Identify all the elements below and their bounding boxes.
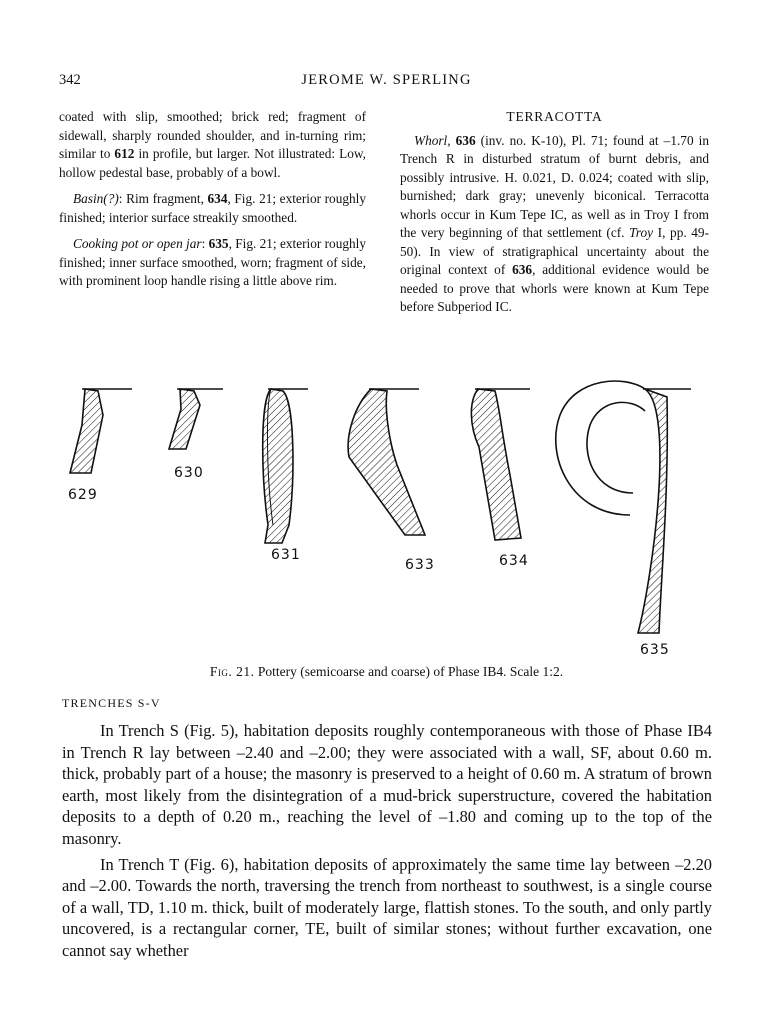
- body-text: [62, 720, 712, 966]
- terracotta-heading: TERRACOTTA: [506, 109, 603, 124]
- figure-label-630: 630: [174, 465, 204, 481]
- profile-633: [348, 389, 425, 535]
- figure-label-635: 635: [640, 642, 670, 658]
- figure-label-634: 634: [499, 553, 529, 569]
- profile-629: [70, 389, 132, 473]
- profile-631: [263, 389, 308, 543]
- left-paragraph-basin: Basin(?): Rim fragment, 634, Fig. 21; exterior roughly finished; interior surface streakily smoothed.: [59, 191, 366, 225]
- profile-630: [169, 389, 223, 449]
- figure-label-631: 631: [271, 547, 301, 563]
- left-paragraph-1: coated with slip, smoothed; brick red; fragment of sidewall, sharply rounded shoulder, and in-turning rim; similar to 612 in profile, but larger. Not illustrated: Low, hollow pedestal base, probably of a bowl.: [59, 109, 366, 180]
- body-paragraph-2: In Trench T (Fig. 6), habitation deposits of approximately the same time lay between –2.20 and –2.00. Towards the north, traversing the trench from northeast to southwest, is a single course of a wall, TD, 1.10 m. thick, built of moderately large, flattish stones. To the south, and only partly uncovered, is a rectangular corner, TE, built of similar stones; without further excavation, one cannot say whether: [62, 854, 712, 960]
- left-column: [59, 108, 366, 299]
- profile-634: [471, 389, 530, 540]
- right-column: [400, 108, 709, 325]
- figure-label-629: 629: [68, 487, 98, 503]
- figure-caption: Fig. 21. Pottery (semicoarse and coarse) of Phase IB4. Scale 1:2.: [209, 664, 564, 679]
- page-number: 342: [59, 72, 81, 88]
- running-head: JEROME W. SPERLING: [301, 72, 472, 88]
- body-paragraph-1: In Trench S (Fig. 5), habitation deposits roughly contemporaneous with those of Phase IB4 in Trench R lay between –2.40 and –2.00; they were associated with a wall, SF, about 0.60 m. thick, probably part of a house; the masonry is preserved to a height of 0.60 m. A stratum of brown earth, most likely from the disintegration of a mud-brick superstructure, covered the habitation deposits to a depth of 0.20 m., reaching the level of –1.80 and coming up to the top of the masonry.: [62, 721, 712, 848]
- left-paragraph-cooking-pot: Cooking pot or open jar: 635, Fig. 21; exterior roughly finished; inner surface smoothed, worn; fragment of side, with prominent loop handle rising a little above rim.: [59, 236, 366, 288]
- whorl-paragraph: Whorl, 636 (inv. no. K-10), Pl. 71; found at –1.70 in Trench R in disturbed stratum of burnt debris, and possibly intrusive. H. 0.021, D. 0.024; coated with slip, burnished; dark gray; unevenly biconical. Terracotta whorls occur in Kum Tepe IC, as well as in Troy I from the very beginning of that settlement (cf. Troy I, pp. 49-50). In view of stratigraphical uncertainty about the original context of 636, additional evidence would be needed to prove that whorls were known at Kum Tepe before Subperiod IC.: [400, 132, 710, 314]
- section-heading: TRENCHES S-V: [62, 696, 161, 710]
- profile-635: [556, 381, 691, 633]
- pottery-profiles-figure: [55, 375, 695, 660]
- figure-label-633: 633: [405, 557, 435, 573]
